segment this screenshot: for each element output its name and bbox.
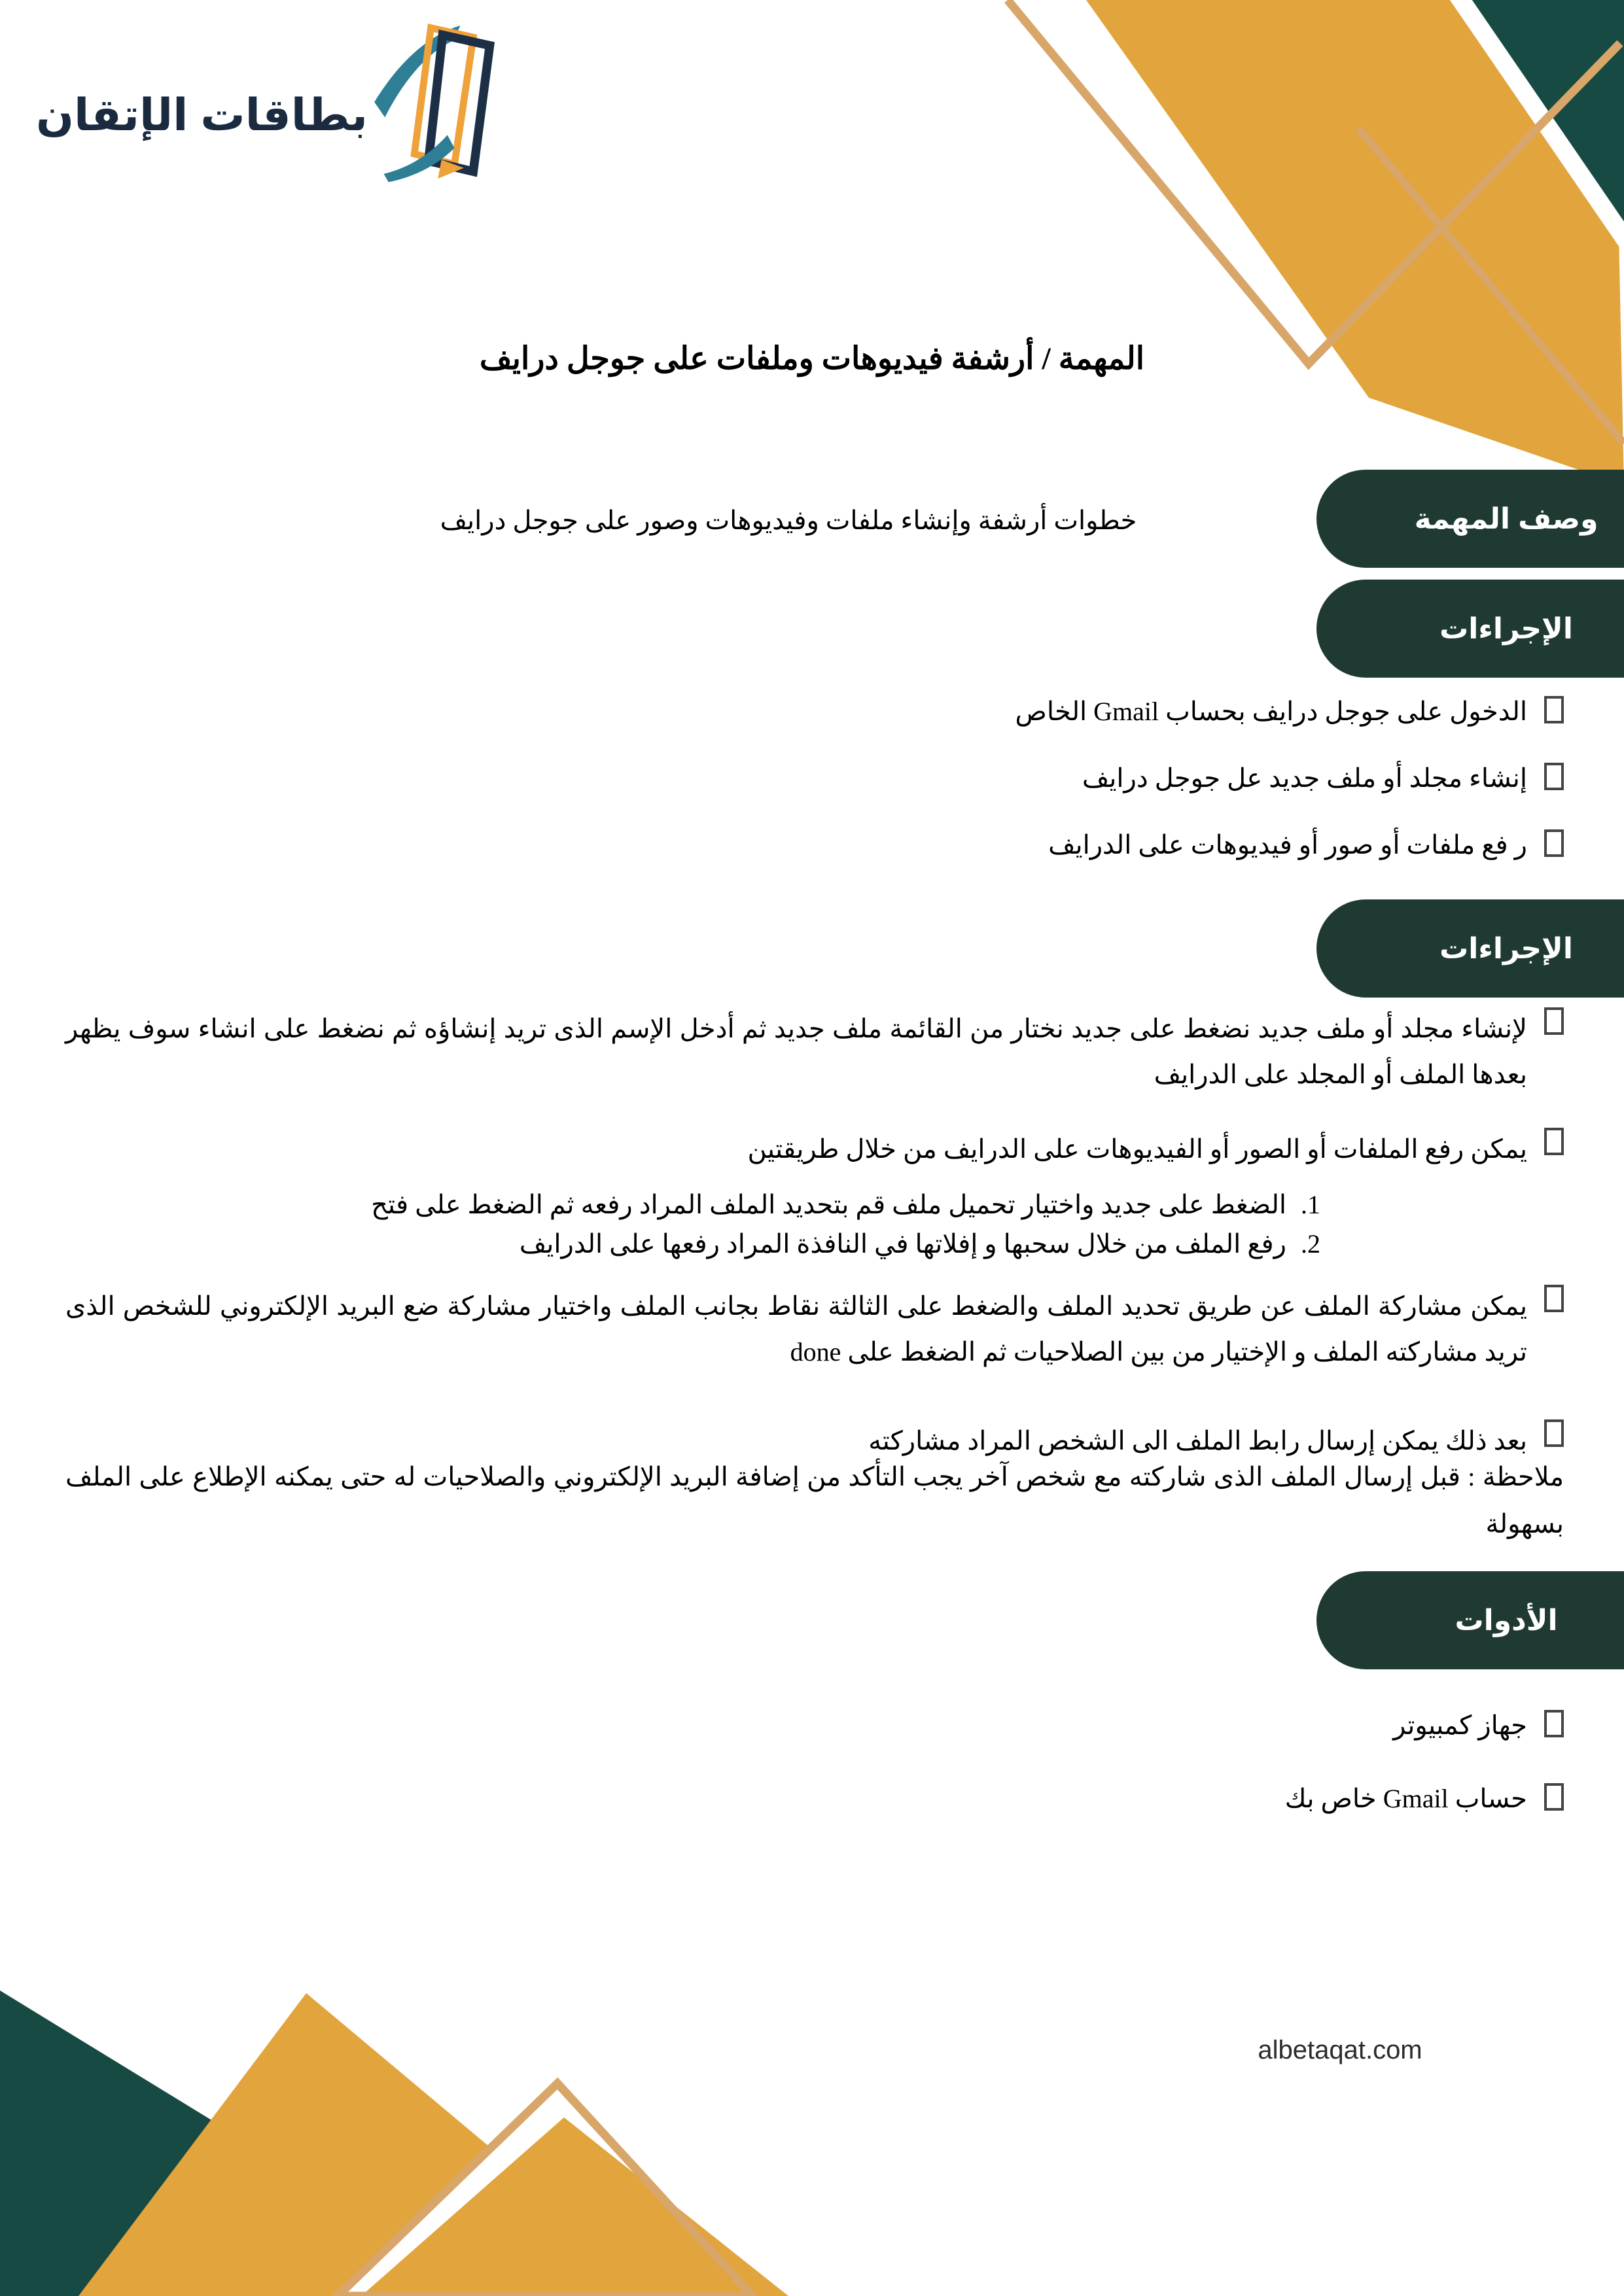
section-header-procedures-2	[1316, 899, 1624, 998]
list-marker: 2.	[1301, 1229, 1320, 1259]
checklist-item-label: إنشاء مجلد أو ملف جديد عل جوجل درايف	[1082, 763, 1527, 793]
checklist-item-upload-files	[1048, 828, 1564, 862]
brand-name: بطاقات الإتقان	[36, 90, 368, 140]
list-item-text: الضغط على جديد واختيار تحميل ملف قم بتحديد الملف المراد رفعه ثم الضغط على فتح	[371, 1190, 1286, 1219]
checkbox-icon	[1544, 696, 1564, 723]
tool-item-gmail-account	[1285, 1782, 1564, 1816]
checkbox-icon	[1544, 1419, 1564, 1447]
corner-decoration-top-right	[1002, 0, 1624, 510]
task-description-text: خطوات أرشفة وإنشاء ملفات وفيديوهات وصور على جوجل درايف	[440, 506, 1137, 535]
website-link[interactable]: albetaqat.com	[1258, 2036, 1422, 2064]
procedure-upload-paragraph	[65, 1126, 1564, 1172]
procedure-text: بعد ذلك يمكن إرسال رابط الملف الى الشخص المراد مشاركته	[868, 1426, 1527, 1455]
checkbox-icon	[1544, 829, 1564, 857]
section-header-label: الأدوات	[1455, 1604, 1558, 1637]
checkbox-icon	[1544, 1007, 1564, 1035]
section-header-procedures-1	[1316, 580, 1624, 678]
upload-methods-list	[327, 1185, 1336, 1264]
checklist-item-create-folder	[1082, 761, 1564, 795]
tool-item-label: جهاز كمبيوتر	[1393, 1711, 1527, 1740]
checkbox-icon	[1544, 1285, 1564, 1312]
tool-item-computer	[1393, 1709, 1564, 1743]
procedure-text: يمكن مشاركة الملف عن طريق تحديد الملف والضغط على الثالثة نقاط بجانب الملف واختيار مشاركة ضع البريد الإلكتروني للشخص الذى تريد مشاركته الملف و الإختيار من بين الصلاحيات ثم الضغط على done	[65, 1291, 1527, 1366]
section-header-task-description	[1316, 470, 1624, 568]
list-marker: 1.	[1301, 1190, 1320, 1219]
procedure-share-paragraph	[65, 1283, 1564, 1375]
checkbox-icon	[1544, 1783, 1564, 1811]
procedure-text: لإنشاء مجلد أو ملف جديد نضغط على جديد نختار من القائمة ملف جديد ثم أدخل الإسم الذى تريد إنشاؤه ثم نضغط على انشاء سوف يظهر بعدها الملف أو المجلد على الدرايف	[65, 1014, 1527, 1089]
checklist-item-login	[1015, 695, 1564, 729]
checkbox-icon	[1544, 1128, 1564, 1155]
list-item-method-2	[327, 1225, 1336, 1264]
section-header-label: وصف المهمة	[1414, 502, 1598, 535]
checkbox-icon	[1544, 763, 1564, 790]
brand-logo	[36, 20, 496, 184]
page-title: المهمة / أرشفة فيديوهات وملفات على جوجل درايف	[479, 341, 1145, 376]
checklist-item-label: ر فع ملفات أو صور أو فيديوهات على الدرايف	[1048, 830, 1527, 860]
checkbox-icon	[1544, 1710, 1564, 1737]
tool-item-label: حساب Gmail خاص بك	[1284, 1784, 1527, 1813]
checklist-item-label: الدخول على جوجل درايف بحساب Gmail الخاص	[1015, 697, 1527, 726]
section-header-label: الإجراءات	[1439, 612, 1573, 645]
corner-decoration-bottom-left	[0, 1953, 818, 2296]
procedure-text: يمكن رفع الملفات أو الصور أو الفيديوهات على الدرايف من خلال طريقتين	[747, 1134, 1527, 1164]
section-header-tools	[1316, 1571, 1624, 1669]
section-header-label: الإجراءات	[1439, 932, 1573, 965]
procedure-create-paragraph	[65, 1006, 1564, 1098]
list-item-text: رفع الملف من خلال سحبها و إفلاتها في النافذة المراد رفعها على الدرايف	[519, 1229, 1286, 1259]
note-paragraph: ملاحظة : قبل إرسال الملف الذى شاركته مع شخص آخر يجب التأكد من إضافة البريد الإلكتروني والصلاحيات له حتى يمكنه الإطلاع على الملف بسهولة	[65, 1462, 1564, 1539]
list-item-method-1	[327, 1185, 1336, 1225]
logo-cards-icon	[372, 20, 496, 184]
